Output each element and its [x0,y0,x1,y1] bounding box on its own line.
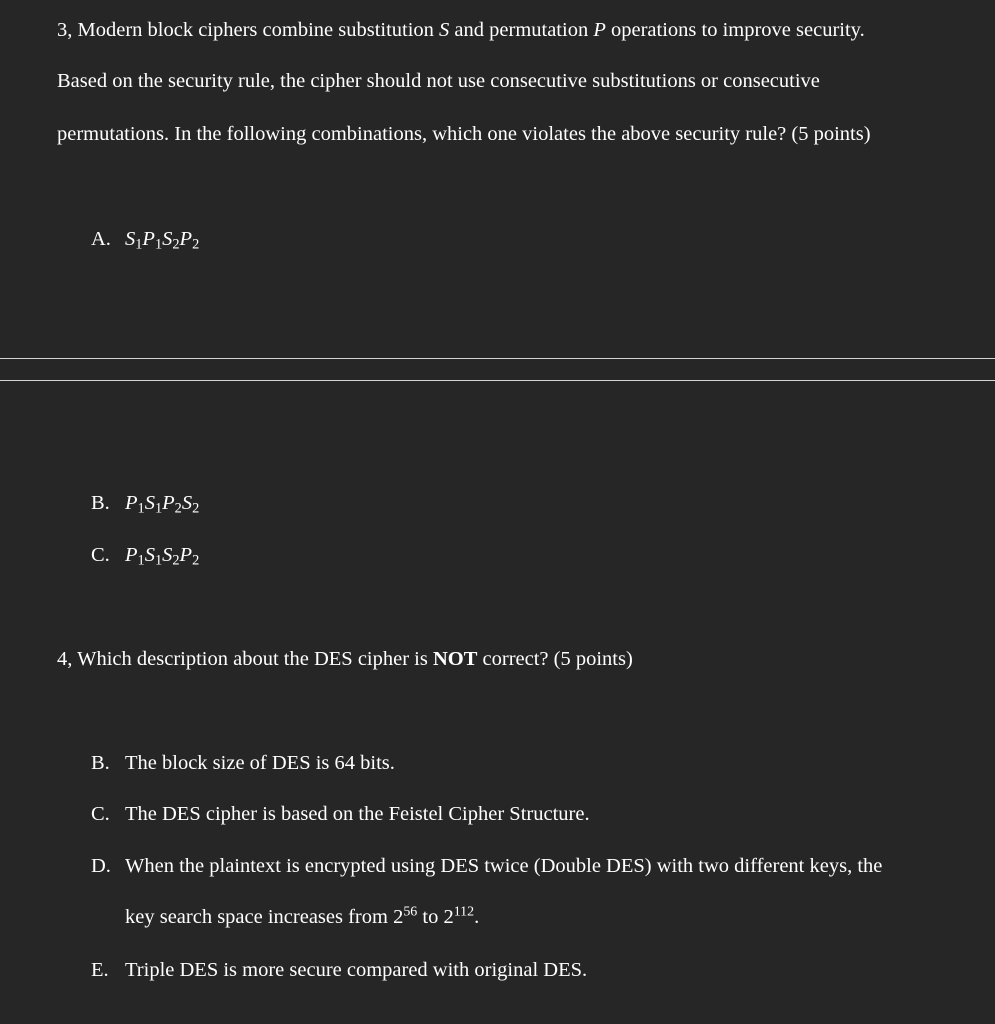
q3-text-part-3: operations to improve security. [610,19,865,41]
symbol-p: P [593,19,606,41]
q4-stem [57,646,633,672]
q3-text-part-2: and permutation [454,19,589,41]
exponent-112: 112 [453,904,475,920]
q3-text-part-1: Modern block ciphers combine substitution [77,19,434,41]
term-index: 2 [172,552,180,569]
term-symbol: S [125,228,136,250]
term-index: 1 [154,500,163,517]
term-symbol: P [162,492,175,514]
term-symbol: P [179,544,193,566]
option-expression [125,490,199,516]
option-label: B. [91,752,110,774]
cont-text-1: key search space increases from 2 [125,906,404,928]
option-text: Triple DES is more secure compared with original DES. [125,959,588,981]
option-label: A. [91,228,111,250]
term-index: 2 [192,500,200,517]
option-label: D. [91,855,111,877]
option-text: The block size of DES is 64 bits. [125,752,395,774]
q4-text-before: Which description about the DES cipher is [77,648,428,670]
divider-bottom [0,380,995,381]
term-index: 2 [192,236,200,253]
option-text: The DES cipher is based on the Feistel Cipher Structure. [125,803,590,825]
term-symbol: S [181,492,193,514]
symbol-s: S [439,19,450,41]
option-label: C. [91,803,110,825]
q4-option-d [91,853,882,879]
term-index: 2 [174,500,182,517]
term-symbol: P [179,228,193,250]
q4-option-c [91,801,590,827]
q3-number: 3, [57,19,73,41]
term-symbol: P [125,544,138,566]
q3-stem-line-2: Based on the security rule, the cipher should not use consecutive substitutions or consecutive [57,70,820,92]
q4-number: 4, [57,648,73,670]
term-index: 1 [154,236,163,253]
term-symbol: S [162,544,173,566]
q3-option-b [91,490,199,516]
term-index: 2 [172,236,180,253]
q4-option-e [91,957,587,983]
q3-option-a [91,226,199,252]
q4-emphasis: NOT [432,648,478,670]
q4-text-after: correct? (5 points) [482,648,633,670]
term-index: 2 [192,552,200,569]
option-label: B. [91,492,110,514]
term-symbol: S [144,492,155,514]
divider-top [0,358,995,359]
cont-text-3: . [474,906,480,928]
term-symbol: P [125,492,138,514]
q3-stem-line-3: permutations. In the following combinations, which one violates the above security rule? (5 points) [57,123,871,145]
term-index: 1 [154,552,163,569]
q4-option-d-continuation [125,904,479,930]
option-label: E. [91,959,109,981]
term-index: 1 [137,500,145,517]
term-symbol: S [144,544,155,566]
exponent-56: 56 [403,904,418,920]
term-index: 1 [137,552,145,569]
option-label: C. [91,544,110,566]
q4-option-b [91,750,395,776]
term-index: 1 [135,236,143,253]
option-expression [125,542,199,568]
option-expression [125,226,199,252]
q3-option-c [91,542,199,568]
option-text: When the plaintext is encrypted using DES twice (Double DES) with two different keys, the [125,855,883,877]
cont-text-2: to 2 [417,906,454,928]
q3-stem-line-1 [57,17,865,43]
term-symbol: S [162,228,173,250]
term-symbol: P [142,228,155,250]
